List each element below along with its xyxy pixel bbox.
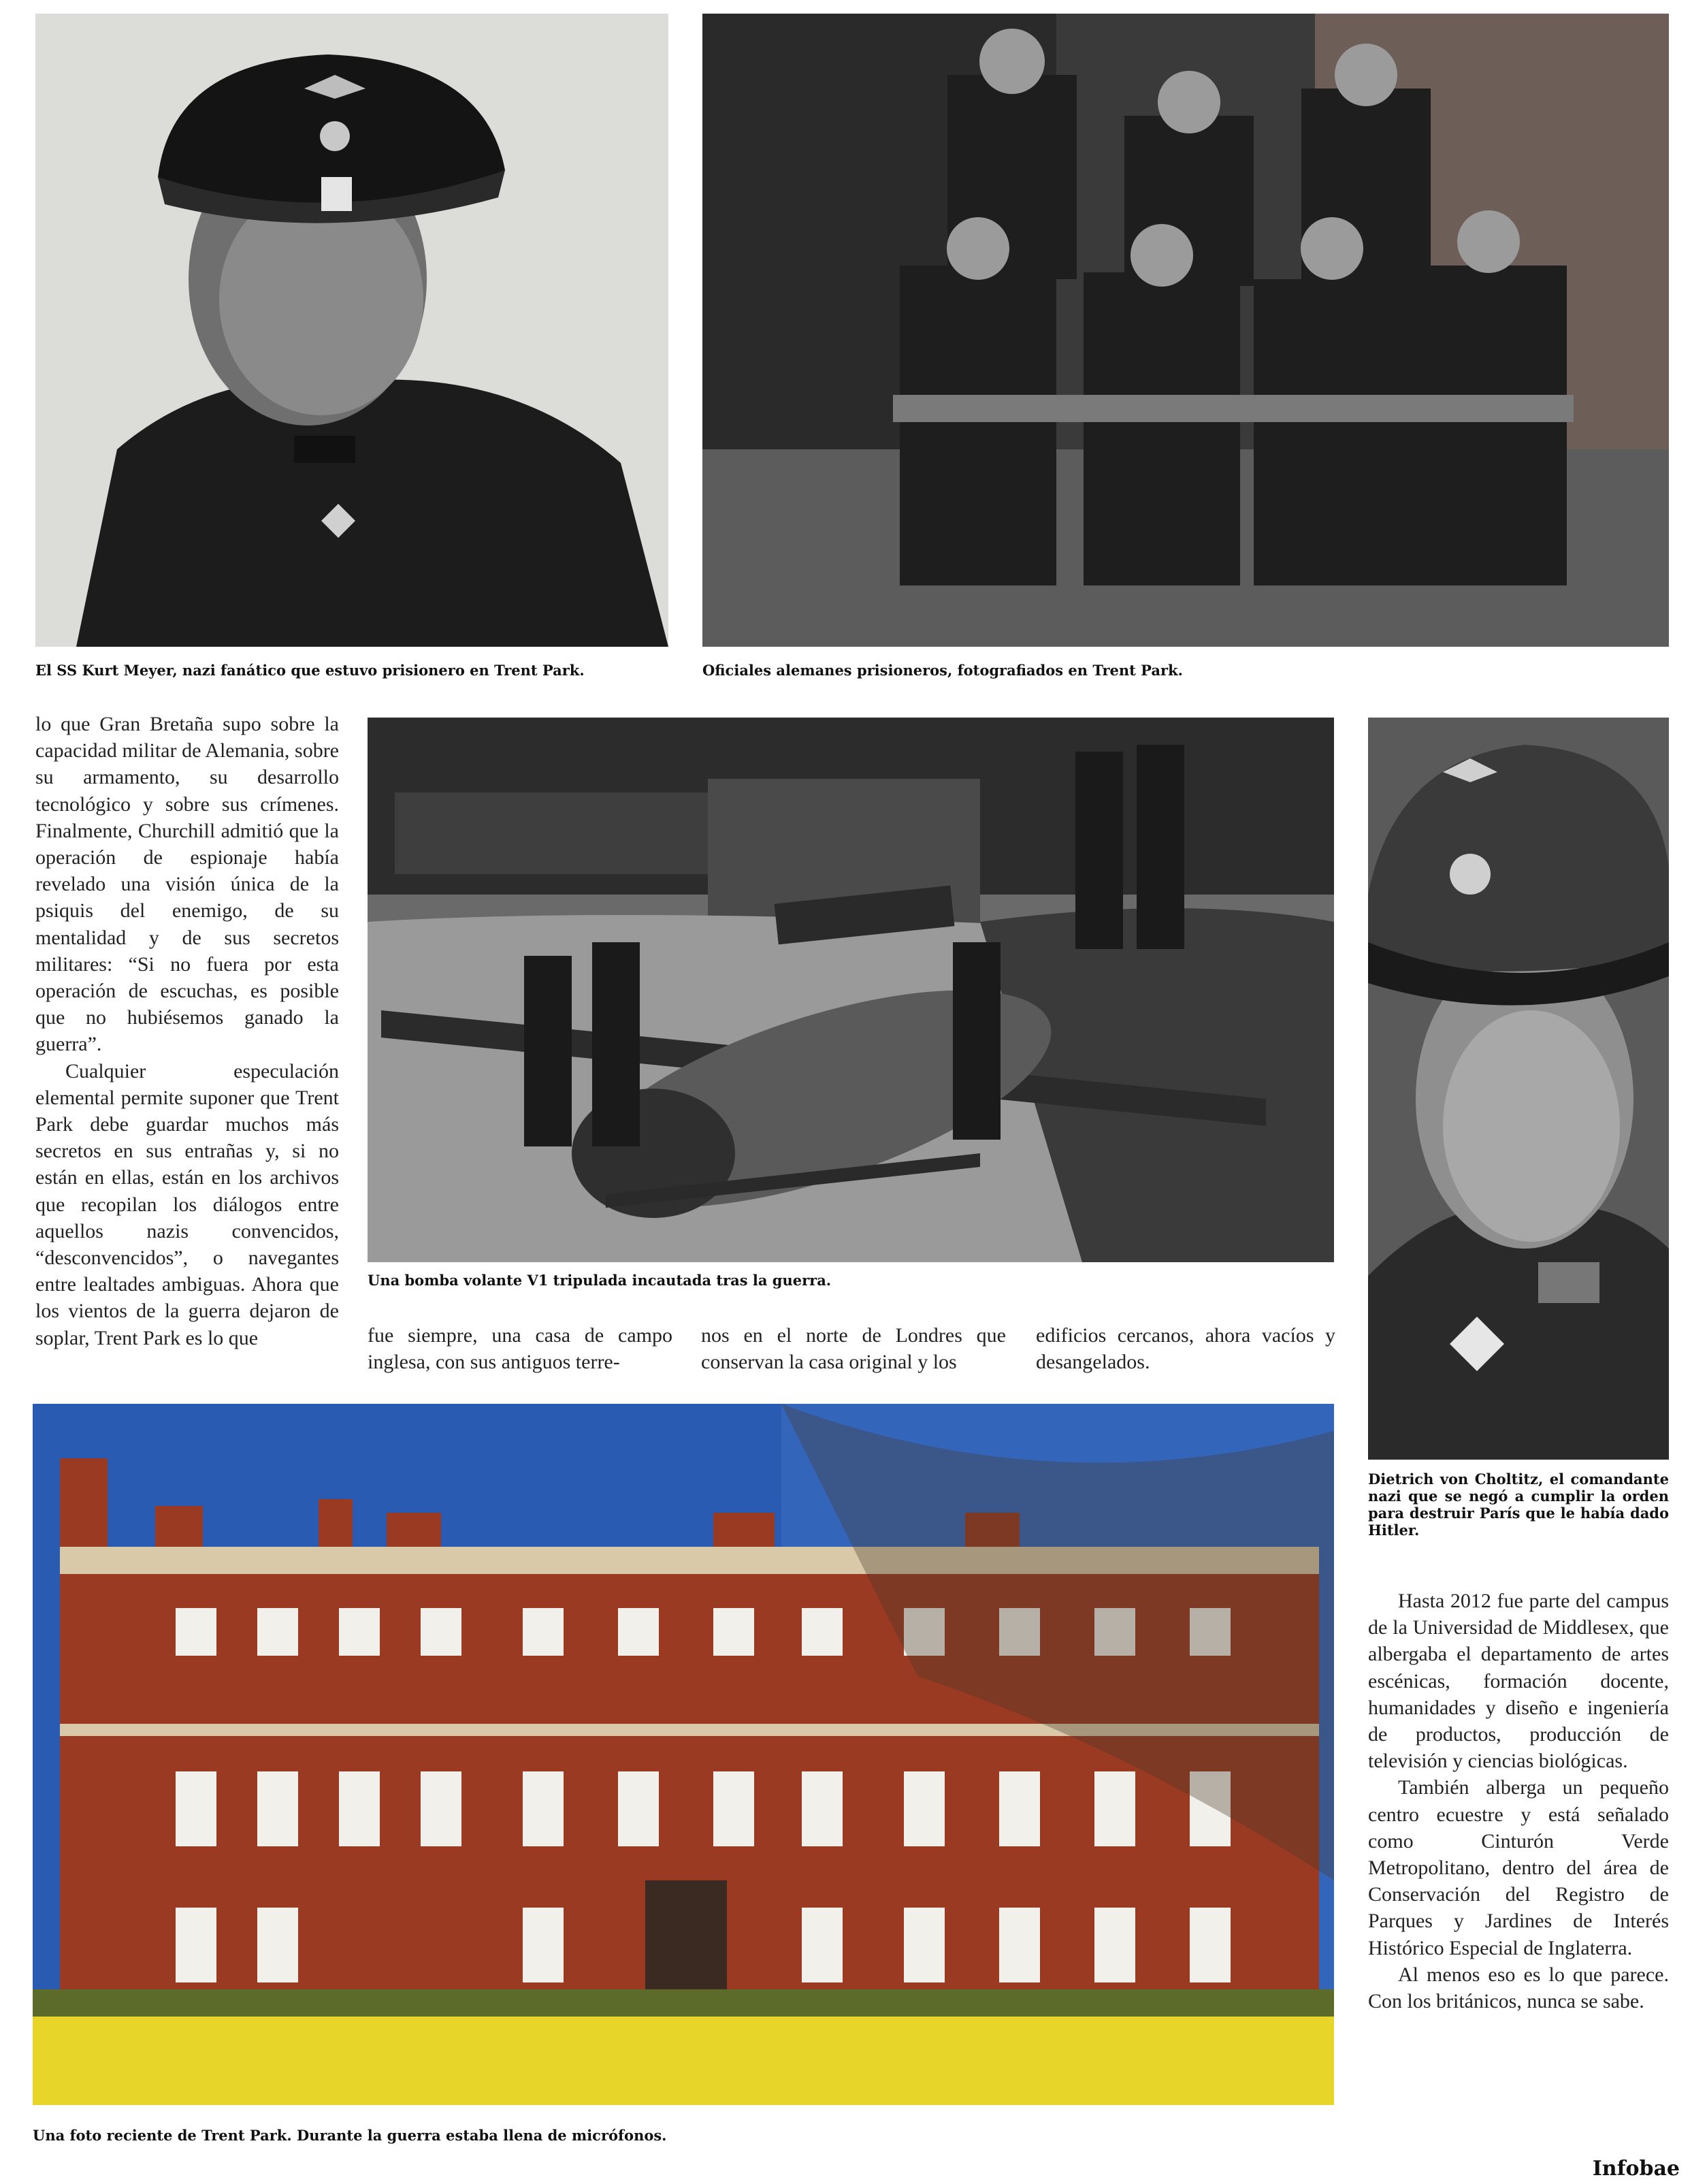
caption-meyer: El SS Kurt Meyer, nazi fanático que estuvo prisionero en Trent Park.: [35, 662, 585, 679]
caption-officers: Oficiales alemanes prisioneros, fotografiados en Trent Park.: [702, 662, 1183, 679]
article-column-d: [1036, 1322, 1335, 1375]
caption-v1: Una bomba volante V1 tripulada incautada tras la guerra.: [368, 1272, 832, 1289]
article-paragraph: lo que Gran Bretaña supo sobre la capacidad militar de Alemania, sobre su armamento, su desarrollo tecnológico y sobre sus crímenes. Finalmente, Churchill admitió que la operación de espionaje había revelado una visión única de la psiquis del enemigo, de su mentalidad y de sus secretos militares: “Si no fuera por esta operación de escuchas, es posible que no hubiésemos ganado la guerra”.: [35, 713, 339, 1056]
photo-german-officers: [702, 14, 1669, 647]
publication-credit: Infobae: [1592, 2157, 1680, 2181]
caption-trent-park: Una foto reciente de Trent Park. Durante la guerra estaba llena de micrófonos.: [33, 2127, 667, 2144]
article-paragraph: fue siempre, una casa de campo inglesa, con sus antiguos terre-: [368, 1324, 672, 1374]
caption-choltitz: Dietrich von Choltitz, el comandante nazi que se negó a cumplir la orden para destruir París que le había dado Hitler.: [1368, 1471, 1669, 1539]
photo-kurt-meyer: [35, 14, 668, 647]
article-column-c: [701, 1322, 1006, 1375]
article-paragraph: También alberga un pequeño centro ecuestre y está señalado como Cinturón Verde Metropolitano, dentro del área de Conservación del Registro de Parques y Jardines de Interés Histórico Especial de Inglaterra.: [1368, 1776, 1669, 1959]
photo-v1-bomb: [368, 718, 1334, 1262]
article-paragraph: Hasta 2012 fue parte del campus de la Universidad de Middlesex, que albergaba el departamento de artes escénicas, formación docente, humanidades y diseño e ingeniería de productos, producción de televisión y ciencias biológicas.: [1368, 1590, 1669, 1773]
article-paragraph: Al menos eso es lo que parece. Con los británicos, nunca se sabe.: [1368, 1963, 1669, 2013]
article-column-b: [368, 1322, 672, 1375]
article-paragraph: nos en el norte de Londres que conservan la casa original y los: [701, 1324, 1006, 1374]
article-paragraph: edificios cercanos, ahora vacíos y desangelados.: [1036, 1324, 1335, 1374]
photo-choltitz: [1368, 718, 1669, 1460]
article-column-left: [35, 711, 339, 1351]
article-column-right: [1368, 1588, 1669, 2014]
article-paragraph: Cualquier especulación elemental permite suponer que Trent Park debe guardar muchos más secretos en sus entrañas y, si no están en ellas, están en los archivos que recopilan los diálogos entre aquellos nazis convencidos, “desconvencidos”, o navegantes entre lealtades ambiguas. Ahora que los vientos de la guerra dejaron de soplar, Trent Park es lo que: [35, 1059, 339, 1349]
photo-trent-park: [33, 1404, 1334, 2105]
